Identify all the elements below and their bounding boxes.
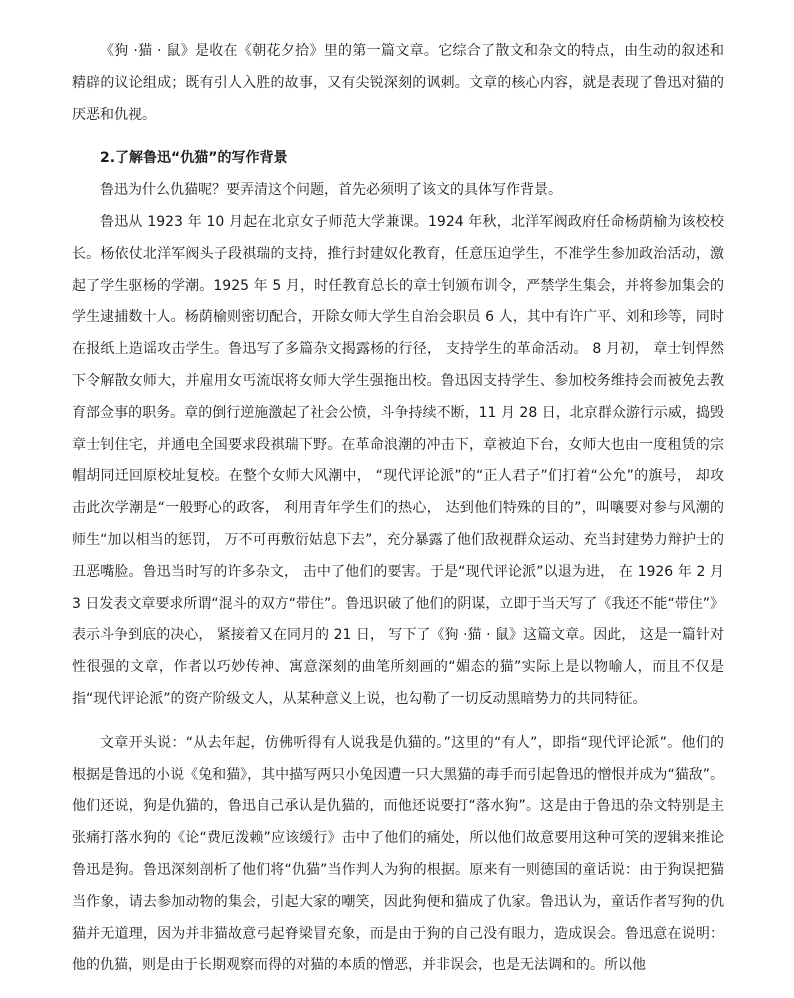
paragraph-question: 鲁迅为什么仇猫呢？要弄清这个问题，首先必须明了该文的具体写作背景。 [100, 182, 562, 199]
paragraph-background: 鲁迅从 1923 年 10 月起在北京女子师范大学兼课。1924 年秋，北洋军阀政府任命杨荫榆为该校校长。杨依仗北洋军阀头子段祺瑞的支持，推行封建奴化教育，任意压迫学生，不准学生参加政治活动，激起了学生驱杨的学潮。1925 年 5 月，时任教育总长的章士钊颁布训令，严禁学生集会，并将参加集会的学生逮捕数十人。杨荫榆则密切配合，开除女师大学生自治会职员 6 人，其中有许广平、刘和珍等，同时在报纸上造谣攻击学生。鲁迅写了多篇杂文揭露杨的行径， 支持学生的革命活动。 8 月初， 章士钊悍然下令解散女师大，并雇用女丐流氓将女师大学生强拖出校。鲁迅因支持学生、参加校务维持会而被免去教育部佥事的职务。章的倒行逆施激起了社会公愤，斗争持续不断，11 月 28 日，北京群众游行示威，捣毁章士钊住宅，并通电全国要求段祺瑞下野。在革命浪潮的冲击下，章被迫下台，女师大也由一度租赁的宗帽胡同迁回原校址复校。在整个女师大风潮中， “现代评论派”的“正人君子”们打着“公允”的旗号， 却攻击此次学潮是“一般野心的政客， 利用青年学生们的热心， 达到他们特殊的目的”，叫嚷要对参与风潮的师生“加以相当的惩罚， 万不可再敷衍姑息下去”，充分暴露了他们敌视群众运动、充当封建势力辩护士的丑恶嘴脸。鲁迅当时写的许多杂文， 击中了他们的要害。于是“现代评论派”以退为进， 在 1926 年 2 月 3 日发表文章要求所谓“混斗的双方“带住”。鲁迅识破了他们的阴谋，立即于当天写了《我还不能“带住”》表示斗争到底的决心， 紧接着又在同月的 21 日， 写下了《狗 ·猫 · 鼠》这篇文章。因此， 这是一篇针对性很强的文章，作者以巧妙传神、寓意深刻的曲笔所刻画的“媚态的猫”实际上是以物喻人，而且不仅是指“现代评论派”的资产阶级文人，从某种意义上说，也勾勒了一切反动黑暗势力的共同特征。 [72, 213, 724, 707]
paragraph-analysis: 文章开头说：“从去年起，仿佛听得有人说我是仇猫的。”这里的“有人”，即指“现代评论派”。他们的根据是鲁迅的小说《兔和猫》，其中描写两只小兔因遭一只大黑猫的毒手而引起鲁迅的憎恨并成为“猫敌”。他们还说，狗是仇猫的，鲁迅自己承认是仇猫的，而他还说要打“落水狗”。这是由于鲁迅的杂文特别是主张痛打落水狗的《论“费厄泼赖”应该缓行》击中了他们的痛处，所以他们故意要用这种可笑的逻辑来推论鲁迅是狗。鲁迅深刻剖析了他们将“仇猫”当作判人为狗的根据。原来有一则德国的童话说：由于狗误把猫当作象，请去参加动物的集会，引起大家的嘲笑，因此狗便和猫成了仇家。鲁迅认为，童话作者写狗的仇猫并无道理，因为并非猫故意弓起脊梁冒充象，而是由于狗的自己没有眼力，造成误会。鲁迅意在说明：他的仇猫，则是由于长期观察而得的对猫的本质的憎恶，并非误会，也是无法调和的。所以他 [72, 734, 724, 974]
section-heading: 2.了解鲁迅“仇猫”的写作背景 [100, 150, 288, 167]
document-page [72, 36, 724, 982]
paragraph-intro: 《狗 ·猫 · 鼠》是收在《朝花夕拾》里的第一篇文章。它综合了散文和杂文的特点，由生动的叙述和精辟的议论组成；既有引人入胜的故事，又有尖锐深刻的讽刺。文章的核心内容，就是表现了鲁迅对猫的厌恶和仇视。 [72, 43, 724, 123]
paragraph-spacer [72, 131, 724, 143]
paragraph-spacer [72, 716, 724, 728]
